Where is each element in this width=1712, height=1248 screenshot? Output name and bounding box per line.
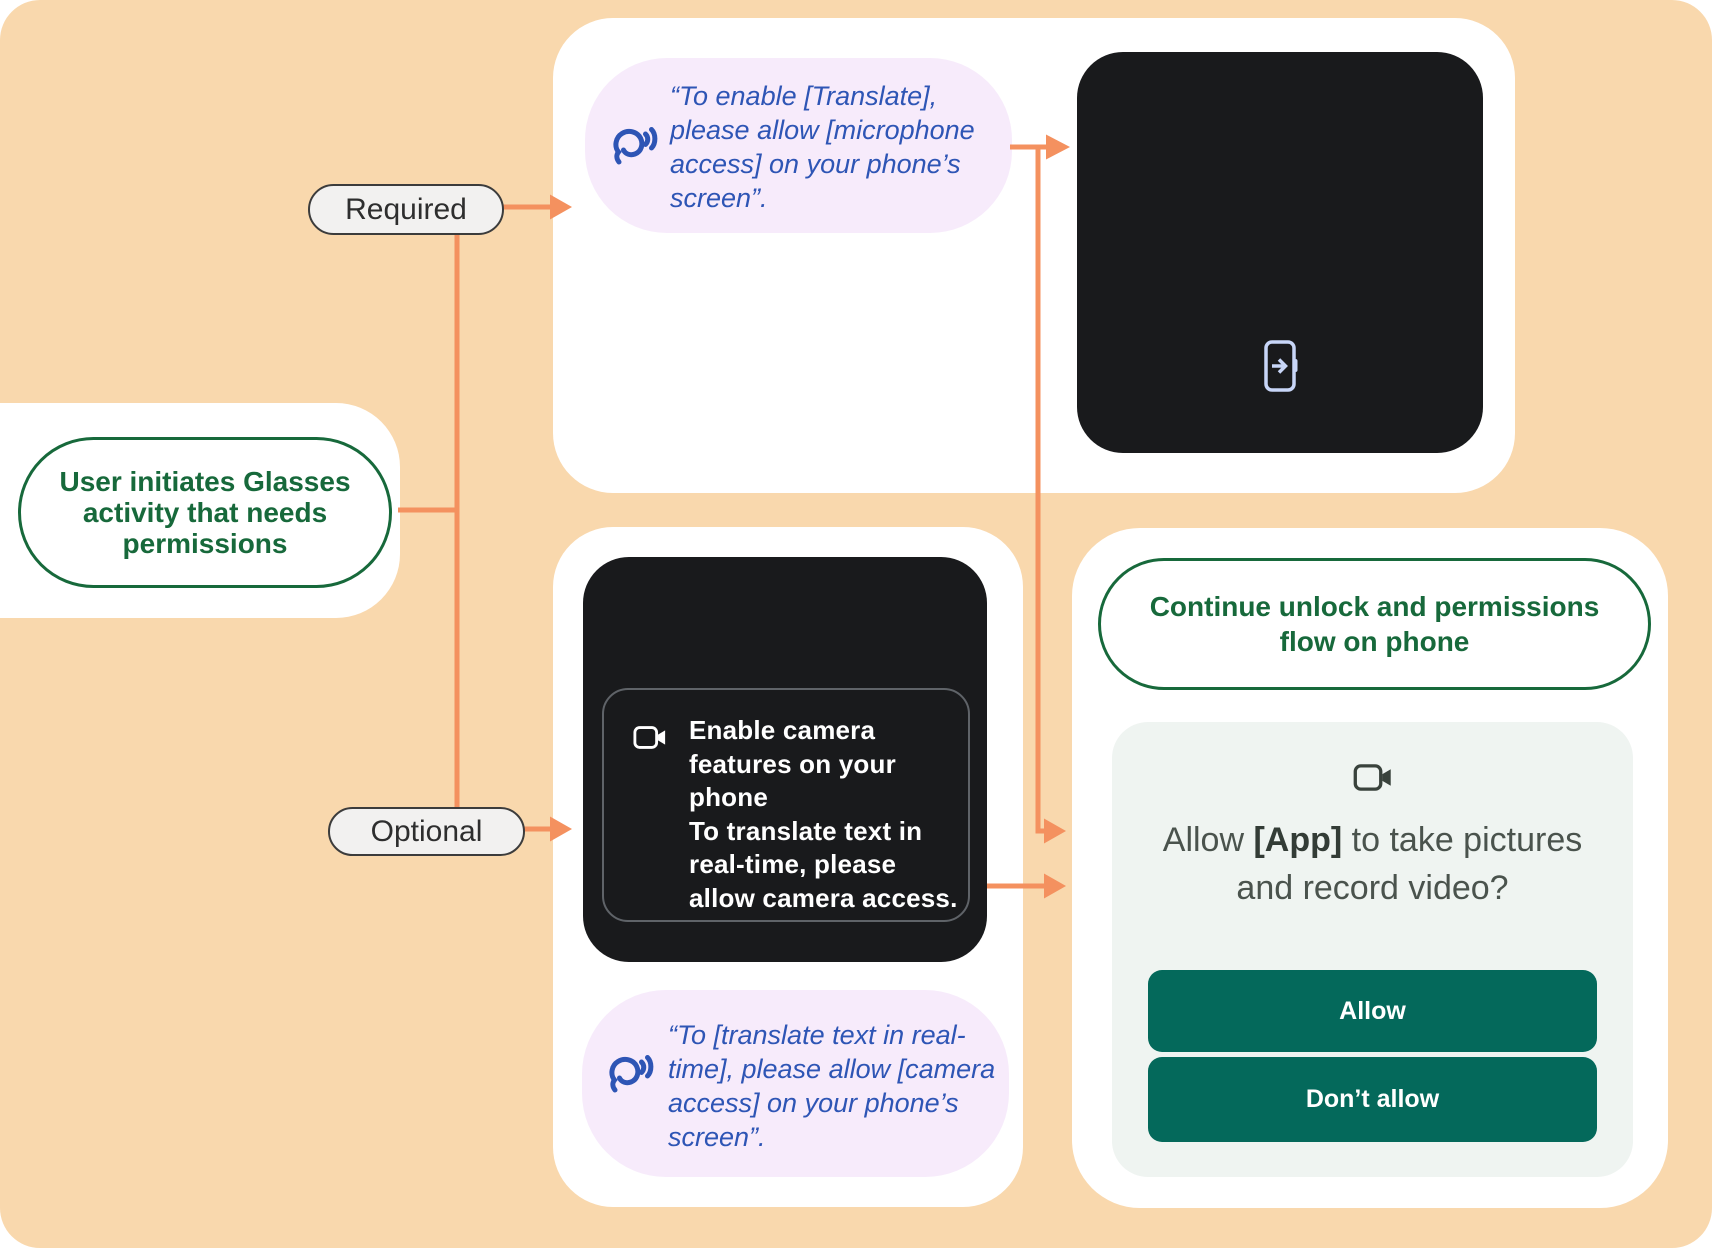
- start-node-line: activity that needs: [82, 497, 328, 528]
- voice-prompt-line: “To enable [Translate],: [670, 81, 938, 111]
- optional-tag: Optional: [328, 807, 525, 856]
- question-suffix: to take pictures: [1342, 821, 1583, 859]
- voice-prompt-line: time], please allow [camera: [668, 1054, 996, 1084]
- glasses-screen-line: To translate text in: [689, 815, 923, 846]
- continue-node: [1098, 558, 1651, 690]
- hearing-ear-icon: [604, 1052, 654, 1096]
- video-camera-icon: [1353, 762, 1393, 793]
- voice-prompt-line: access] on your phone’s: [668, 1088, 959, 1118]
- continue-node-line: flow on phone: [1279, 626, 1470, 657]
- glasses-screen-line: Enable camera: [689, 715, 876, 745]
- voice-prompt-bubble-microphone: [585, 58, 1012, 233]
- start-node: [18, 437, 392, 588]
- app-placeholder: [App]: [1253, 821, 1343, 859]
- glasses-screen-line: features on your: [689, 748, 896, 779]
- allow-button[interactable]: Allow: [1148, 970, 1597, 1052]
- glasses-screen-line: allow camera access.: [689, 882, 958, 913]
- start-node-line: User initiates Glasses: [59, 466, 351, 497]
- voice-prompt-line: access] on your phone’s: [670, 149, 961, 179]
- voice-prompt-line: please allow [microphone: [670, 115, 975, 145]
- continue-node-line: Continue unlock and permissions: [1149, 591, 1600, 622]
- voice-prompt-bubble-camera: [582, 990, 1009, 1177]
- start-node-line: permissions: [122, 528, 288, 559]
- phone-lock-screen: [1077, 52, 1483, 453]
- glasses-notification-box: [602, 688, 970, 922]
- voice-prompt-line: screen”.: [670, 183, 768, 213]
- voice-prompt-line: “To [translate text in real-: [668, 1020, 966, 1050]
- question-prefix: Allow: [1162, 821, 1254, 859]
- video-camera-icon: [633, 724, 667, 751]
- required-tag: Required: [308, 184, 504, 235]
- question-line2: and record video?: [1236, 869, 1509, 907]
- voice-prompt-line: screen”.: [668, 1122, 766, 1152]
- glasses-screen-line: phone: [689, 782, 768, 812]
- permission-question: [1112, 816, 1633, 912]
- glasses-screen-line: real-time, please: [689, 849, 897, 879]
- camera-permission-dialog: [1112, 722, 1633, 1177]
- hearing-ear-icon: [608, 124, 658, 168]
- glasses-display-screen: [583, 557, 987, 962]
- phone-handoff-icon: [1264, 340, 1298, 392]
- dont-allow-button[interactable]: Don’t allow: [1148, 1057, 1597, 1142]
